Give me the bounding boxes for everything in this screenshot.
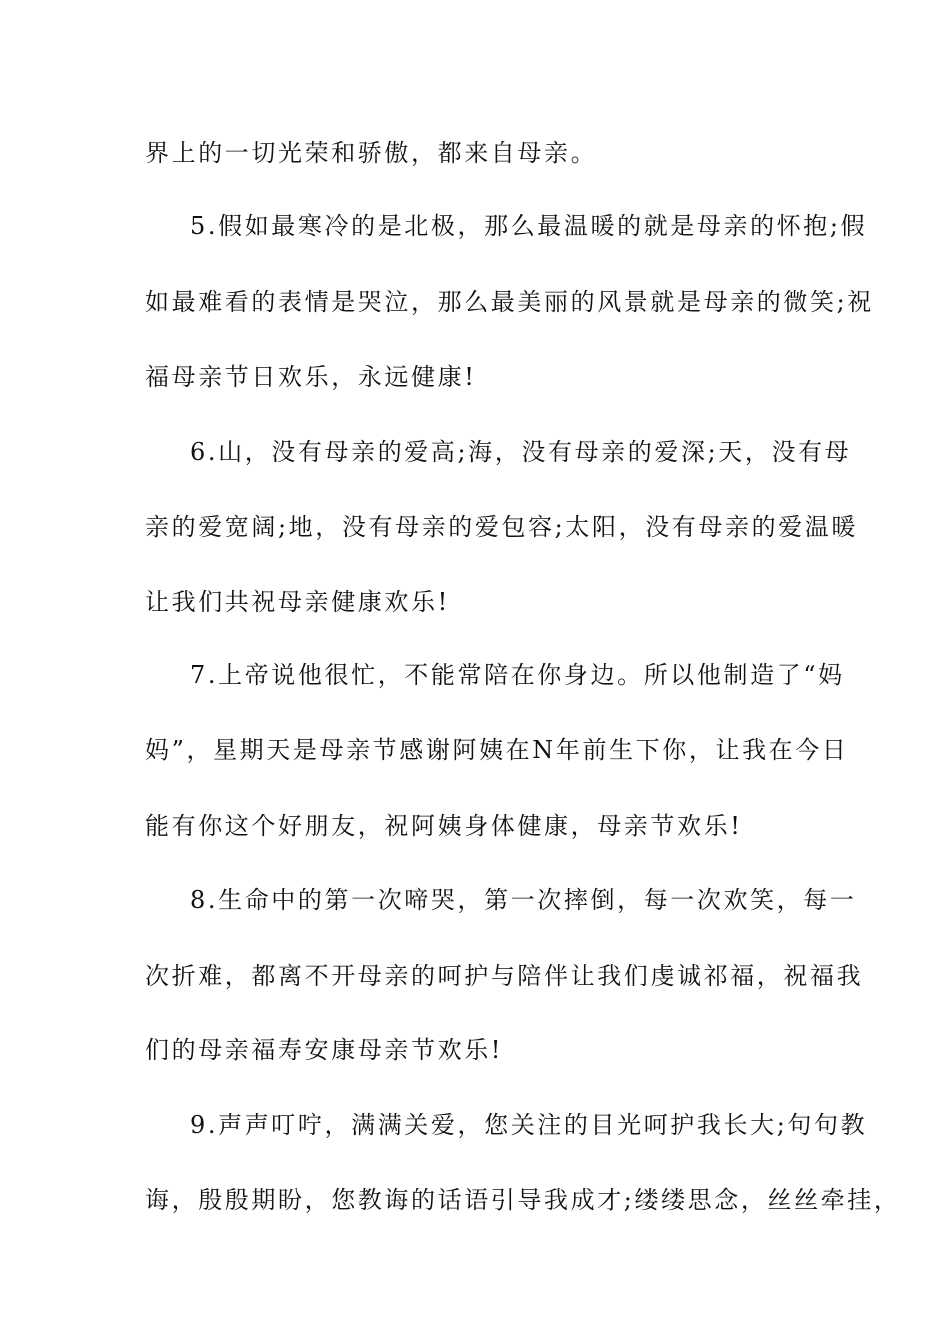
- paragraph-9-line-1: 9.声声叮咛，满满关爱，您关注的目光呵护我长大;句句教: [190, 1111, 868, 1139]
- paragraph-8-line-2: 次折难，都离不开母亲的呵护与陪伴让我们虔诚祁福，祝福我: [145, 962, 864, 990]
- paragraph-6-line-1: 6.山，没有母亲的爱高;海，没有母亲的爱深;天，没有母: [190, 438, 852, 466]
- paragraph-7-line-1: 7.上帝说他很忙，不能常陪在你身边。所以他制造了“妈: [190, 661, 845, 689]
- paragraph-6-line-2: 亲的爱宽阔;地，没有母亲的爱包容;太阳，没有母亲的爱温暖: [145, 513, 858, 541]
- text-line-continuation: 界上的一切光荣和骄傲，都来自母亲。: [145, 139, 598, 167]
- paragraph-7-line-3: 能有你这个好朋友，祝阿姨身体健康，母亲节欢乐!: [145, 812, 743, 840]
- paragraph-5-line-3: 福母亲节日欢乐，永远健康!: [145, 363, 477, 391]
- paragraph-8-line-3: 们的母亲福寿安康母亲节欢乐!: [145, 1036, 504, 1064]
- paragraph-6-line-3: 让我们共祝母亲健康欢乐!: [145, 588, 450, 616]
- paragraph-7-line-2: 妈”，星期天是母亲节感谢阿姨在N年前生下你，让我在今日: [145, 736, 849, 764]
- paragraph-8-line-1: 8.生命中的第一次啼哭，第一次摔倒，每一次欢笑，每一: [190, 886, 857, 914]
- paragraph-9-line-2: 诲，殷殷期盼，您教诲的话语引导我成才;缕缕思念，丝丝牵挂，: [145, 1186, 901, 1214]
- paragraph-5-line-1: 5.假如最寒冷的是北极，那么最温暖的就是母亲的怀抱;假: [190, 212, 868, 240]
- paragraph-5-line-2: 如最难看的表情是哭泣，那么最美丽的风景就是母亲的微笑;祝: [145, 288, 874, 316]
